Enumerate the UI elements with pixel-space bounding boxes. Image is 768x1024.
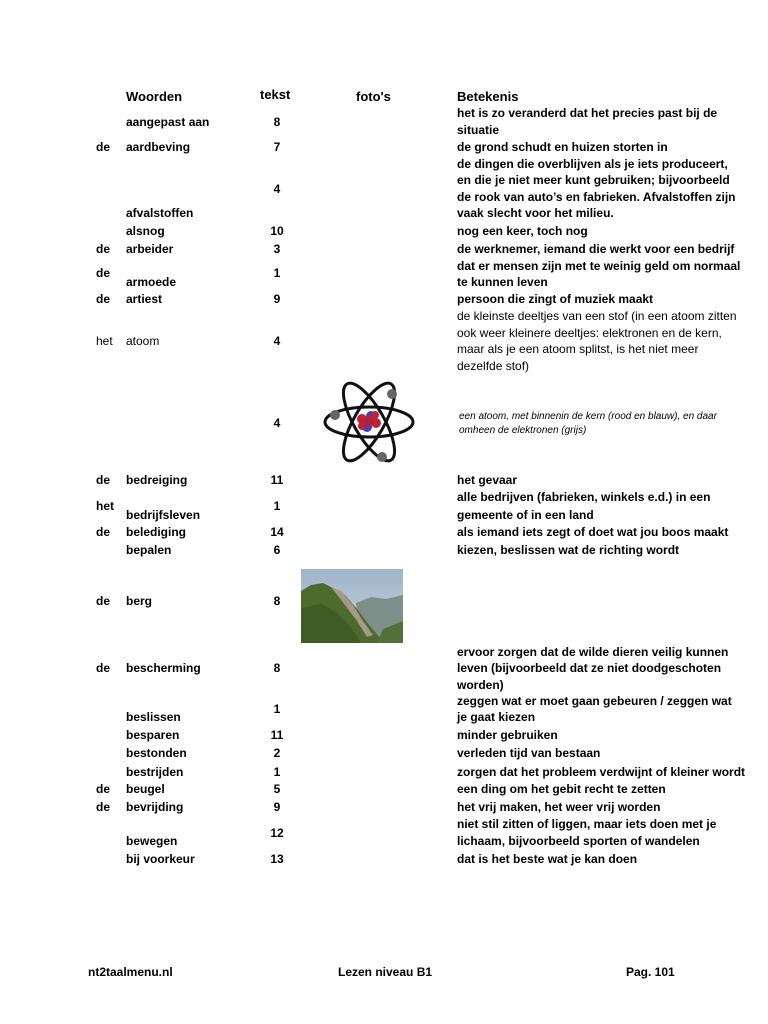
tekst-number: 9: [273, 800, 281, 814]
meaning-line: het gevaar: [457, 473, 518, 487]
meaning-line: niet stil zitten of liggen, maar iets doen met je: [457, 817, 717, 831]
meaning-line: worden): [457, 678, 504, 692]
word-artiest: artiest: [126, 292, 163, 306]
tekst-number: 4: [273, 416, 281, 430]
meaning-line: een ding om het gebit recht te zetten: [457, 782, 666, 796]
article: de: [96, 292, 111, 306]
tekst-number: 1: [273, 499, 281, 513]
meaning-line: zeggen wat er moet gaan gebeuren / zeggen wat: [457, 694, 732, 708]
tekst-number: 3: [273, 242, 281, 256]
word-aangepast-aan: aangepast aan: [126, 115, 210, 129]
meaning-line: verleden tijd van bestaan: [457, 746, 601, 760]
meaning-line: situatie: [457, 123, 500, 137]
tekst-number: 5: [273, 782, 281, 796]
word-bepalen: bepalen: [126, 543, 172, 557]
header-fotos: foto's: [356, 89, 391, 104]
meaning-line: maar als je een atoom splitst, is het niet meer: [457, 342, 699, 356]
tekst-number: 4: [273, 334, 281, 348]
tekst-number: 9: [273, 292, 281, 306]
word-bedreiging: bedreiging: [126, 473, 188, 487]
word-afvalstoffen: afvalstoffen: [126, 206, 194, 220]
mountain-photo: [301, 569, 403, 643]
tekst-number: 1: [273, 266, 281, 280]
footer-page-number: Pag. 101: [626, 965, 675, 979]
article: het: [96, 499, 114, 513]
word-beslissen: beslissen: [126, 710, 181, 724]
word-beugel: beugel: [126, 782, 165, 796]
footer-site: nt2taalmenu.nl: [88, 965, 173, 979]
tekst-number: 14: [270, 525, 284, 539]
meaning-line: de kleinste deeltjes van een stof (in een atoom zitten: [457, 309, 737, 323]
article: de: [96, 782, 111, 796]
meaning-line: vaak slecht voor het milieu.: [457, 206, 614, 220]
meaning-line: zorgen dat het probleem verdwijnt of kleiner wordt: [457, 765, 746, 779]
word-bescherming: bescherming: [126, 661, 201, 675]
meaning-line: dezelfde stof): [457, 359, 530, 373]
meaning-line: leven (bijvoorbeeld dat ze niet doodgeschoten: [457, 661, 722, 675]
word-bewegen: bewegen: [126, 834, 178, 848]
tekst-number: 1: [273, 765, 281, 779]
word-bevrijding: bevrijding: [126, 800, 184, 814]
word-aardbeving: aardbeving: [126, 140, 191, 154]
tekst-number: 6: [273, 543, 281, 557]
article: de: [96, 594, 111, 608]
header-betekenis: Betekenis: [457, 89, 519, 104]
tekst-number: 2: [273, 746, 281, 760]
meaning-line: nog een keer, toch nog: [457, 224, 588, 238]
tekst-number: 11: [270, 473, 284, 487]
meaning-line: de grond schudt en huizen storten in: [457, 140, 668, 154]
meaning-line: de rook van auto’s en fabrieken. Afvalstoffen zijn: [457, 190, 736, 204]
article: de: [96, 266, 111, 280]
word-alsnog: alsnog: [126, 224, 165, 238]
word-bestonden: bestonden: [126, 746, 187, 760]
meaning-line: minder gebruiken: [457, 728, 558, 742]
tekst-number: 10: [270, 224, 284, 238]
meaning-line: ervoor zorgen dat de wilde dieren veilig kunnen: [457, 645, 729, 659]
tekst-number: 1: [273, 702, 281, 716]
meaning-line: het vrij maken, het weer vrij worden: [457, 800, 661, 814]
tekst-number: 13: [270, 852, 284, 866]
word-arbeider: arbeider: [126, 242, 174, 256]
tekst-number: 8: [273, 115, 281, 129]
atom-caption: omheen de elektronen (grijs): [459, 425, 587, 436]
word-berg: berg: [126, 594, 153, 608]
meaning-line: gemeente of in een land: [457, 508, 594, 522]
meaning-line: te kunnen leven: [457, 275, 548, 289]
meaning-line: lichaam, bijvoorbeeld sporten of wandelen: [457, 834, 700, 848]
meaning-line: kiezen, beslissen wat de richting wordt: [457, 543, 680, 557]
word-bestrijden: bestrijden: [126, 765, 184, 779]
meaning-line: de werknemer, iemand die werkt voor een bedrijf: [457, 242, 735, 256]
article: de: [96, 525, 111, 539]
article: de: [96, 473, 111, 487]
word-atoom: atoom: [126, 334, 160, 348]
meaning-line: dat er mensen zijn met te weinig geld om normaal: [457, 259, 741, 273]
meaning-line: je gaat kiezen: [457, 710, 536, 724]
word-bij-voorkeur: bij voorkeur: [126, 852, 195, 866]
atom-caption: een atoom, met binnenin de kern (rood en blauw), en daar: [459, 411, 717, 422]
word-armoede: armoede: [126, 275, 177, 289]
meaning-line: persoon die zingt of muziek maakt: [457, 292, 654, 306]
word-bedrijfsleven: bedrijfsleven: [126, 508, 201, 522]
article: de: [96, 800, 111, 814]
meaning-line: als iemand iets zegt of doet wat jou boos maakt: [457, 525, 729, 539]
article: de: [96, 661, 111, 675]
tekst-number: 11: [270, 728, 284, 742]
article: het: [96, 334, 113, 348]
header-woorden: Woorden: [126, 89, 183, 104]
word-besparen: besparen: [126, 728, 180, 742]
meaning-line: ook weer kleinere deeltjes: elektronen en de kern,: [457, 326, 722, 340]
tekst-number: 4: [273, 182, 281, 196]
article: de: [96, 140, 111, 154]
article: de: [96, 242, 111, 256]
meaning-line: alle bedrijven (fabrieken, winkels e.d.) in een: [457, 490, 711, 504]
atom-image: [322, 378, 416, 466]
meaning-line: dat is het beste wat je kan doen: [457, 852, 638, 866]
meaning-line: de dingen die overblijven als je iets produceert,: [457, 157, 728, 171]
tekst-number: 12: [270, 826, 284, 840]
meaning-line: en die je niet meer kunt gebruiken; bijvoorbeeld: [457, 173, 730, 187]
word-belediging: belediging: [126, 525, 186, 539]
meaning-line: het is zo veranderd dat het precies past bij de: [457, 106, 718, 120]
footer-level: Lezen niveau B1: [338, 965, 433, 979]
tekst-number: 8: [273, 661, 281, 675]
header-tekst: tekst: [260, 87, 291, 102]
tekst-number: 7: [273, 140, 281, 154]
tekst-number: 8: [273, 594, 281, 608]
